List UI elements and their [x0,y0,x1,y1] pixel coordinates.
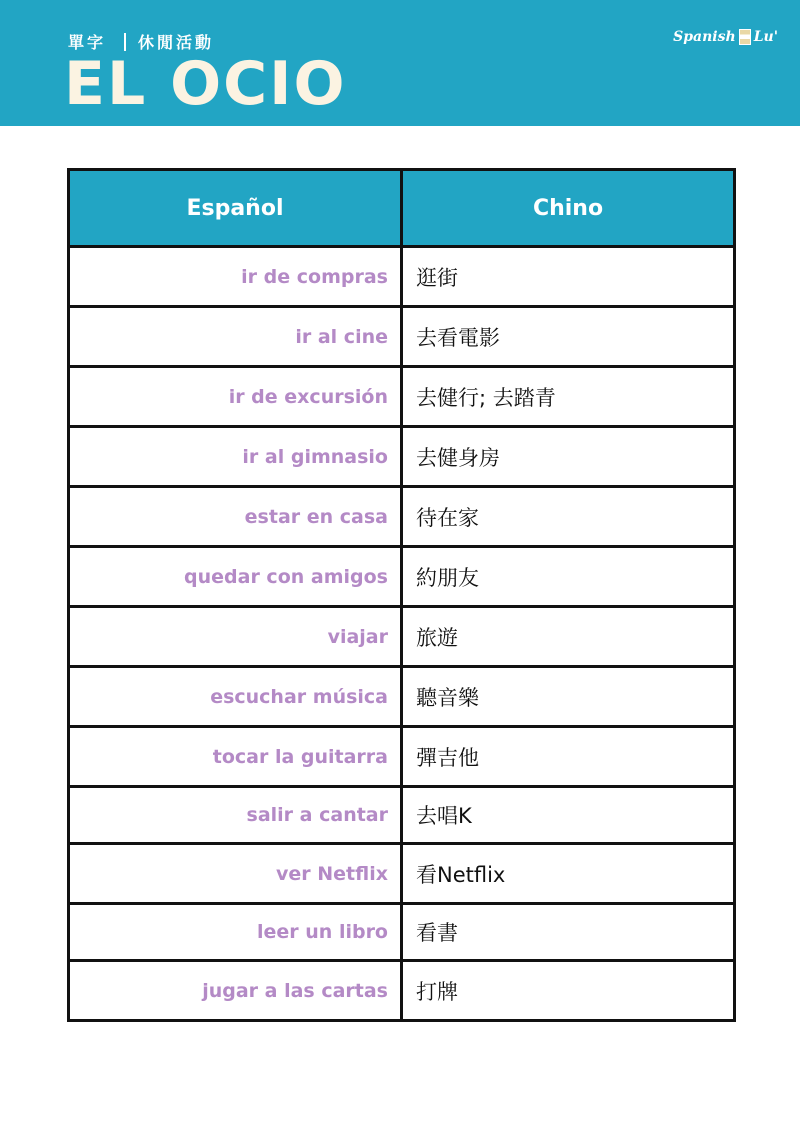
spanish-term: ir al gimnasio [69,427,402,487]
spanish-term: ir de excursión [69,367,402,427]
spanish-term: jugar a las cartas [69,961,402,1021]
chinese-term: 旅遊 [402,607,735,667]
chinese-term: 去唱K [402,787,735,844]
column-header-chinese: Chino [402,170,735,247]
table-row [69,607,735,667]
spanish-term: salir a cantar [69,787,402,844]
table-row [69,487,735,547]
table-row [69,547,735,607]
spanish-term: leer un libro [69,904,402,961]
table-row [69,787,735,844]
chinese-term: 待在家 [402,487,735,547]
table-row [69,727,735,787]
spanish-term: quedar con amigos [69,547,402,607]
chinese-term: 去健行; 去踏青 [402,367,735,427]
chinese-term: 看Netflix [402,844,735,904]
chinese-term: 去看電影 [402,307,735,367]
chinese-term: 打牌 [402,961,735,1021]
chinese-term: 聽音樂 [402,667,735,727]
flag-icon [739,29,751,45]
table-row [69,904,735,961]
table-row [69,247,735,307]
page-title: EL OCIO [64,49,347,119]
spanish-term: escuchar música [69,667,402,727]
chinese-term: 約朋友 [402,547,735,607]
chinese-term: 彈吉他 [402,727,735,787]
spanish-term: ir al cine [69,307,402,367]
spanish-term: tocar la guitarra [69,727,402,787]
spanish-term: ver Netflix [69,844,402,904]
logo-text-right: Lu' [753,29,778,45]
table-row [69,307,735,367]
column-header-spanish: Español [69,170,402,247]
brand-logo [673,29,778,45]
vocabulary-table [67,168,736,1022]
chinese-term: 看書 [402,904,735,961]
subtitle-word: 單字 [68,33,107,52]
spanish-term: ir de compras [69,247,402,307]
chinese-term: 逛街 [402,247,735,307]
table-header-row [69,170,735,247]
table-row [69,961,735,1021]
table-row [69,367,735,427]
table-row [69,427,735,487]
chinese-term: 去健身房 [402,427,735,487]
logo-text-left: Spanish [673,29,736,45]
table-row [69,844,735,904]
spanish-term: estar en casa [69,487,402,547]
header-banner [0,0,800,126]
spanish-term: viajar [69,607,402,667]
subtitle-topic: 休閒活動 [138,33,215,52]
table-row [69,667,735,727]
